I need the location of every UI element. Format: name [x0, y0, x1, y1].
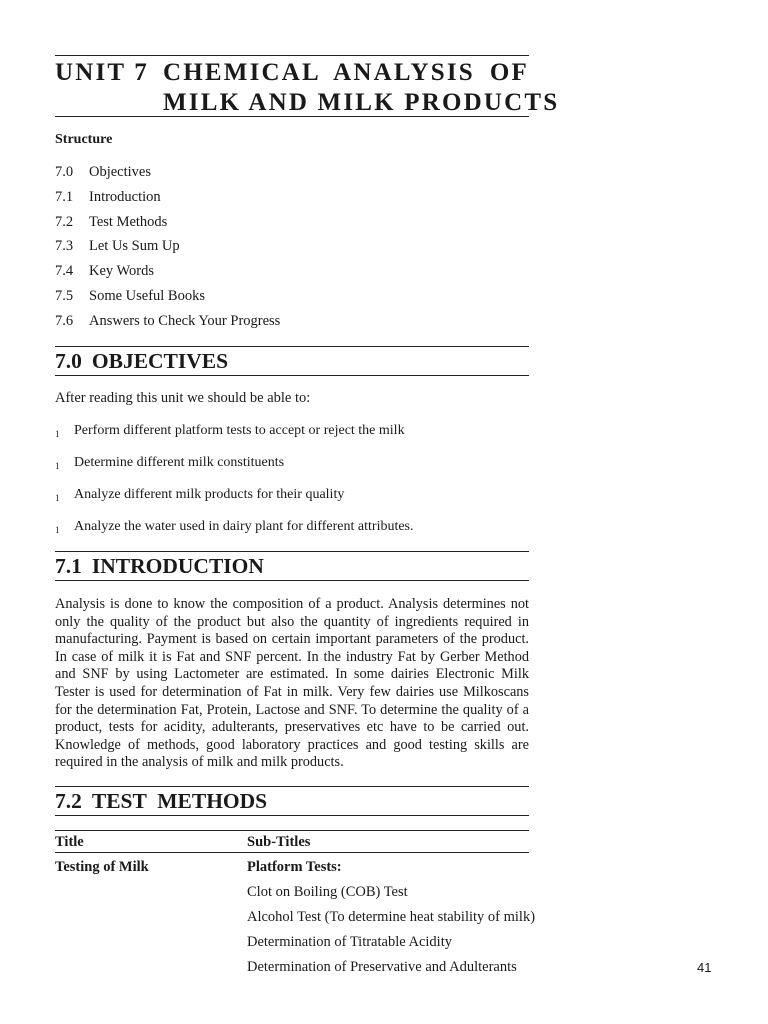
bullet-mark: 1 [55, 461, 60, 471]
toc-item-label: Introduction [89, 188, 161, 205]
structure-heading: Structure [55, 132, 113, 147]
toc-item-number: 7.4 [55, 263, 74, 280]
objectives-number: 7.0 [55, 349, 82, 373]
objective-bullet [55, 454, 284, 475]
table-header-title: Title [55, 834, 84, 850]
unit-title-main: CHEMICAL ANALYSIS OF [163, 59, 529, 86]
introduction-top-rule [55, 551, 529, 552]
top-rule [55, 55, 529, 56]
toc-item[interactable] [55, 237, 280, 262]
unit-title-line2: MILK AND MILK PRODUCTS [163, 89, 560, 116]
objective-bullet [55, 486, 344, 507]
introduction-title: INTRODUCTION [91, 554, 264, 578]
objective-text: Analyze the water used in dairy plant for different attributes. [74, 519, 414, 534]
objectives-intro: After reading this unit we should be able to: [55, 390, 311, 406]
structure-list [55, 163, 280, 337]
introduction-bottom-rule [55, 580, 529, 581]
test-methods-bottom-rule [55, 815, 529, 816]
toc-item-number: 7.3 [55, 238, 74, 255]
toc-item-number: 7.0 [55, 164, 74, 180]
test-methods-title: TEST METHODS [91, 789, 268, 813]
table-subtitle-item: Alcohol Test (To determine heat stability of milk) [247, 909, 536, 925]
introduction-body: Analysis is done to know the composition of a product. Analysis determines not only the quality of the product but also the quantity of ingredients required in manufacturing. Payment is based on certain important parameters of the product. In case of milk it is Fat and SNF percent. In the industry Fat by Gerber Method and SNF by using Lactometer are estimated. In some dairies Electronic Milk Tester is used for determination of Fat in milk. Very few dairies use Milkoscans for the determination Fat, Protein, Lactose and SNF. To determine the quality of a product, tests for acidity, adulterants, preservatives etc have to be carried out. Knowledge of methods, good laboratory practices and good testing skills are required in the analysis of milk and milk products. [55, 596, 529, 771]
table-row-title: Testing of Milk [55, 859, 149, 875]
toc-item-label: Some Useful Books [89, 287, 205, 304]
objective-text: Perform different platform tests to accept or reject the milk [74, 423, 405, 438]
toc-item-number: 7.5 [55, 287, 74, 304]
objectives-title: OBJECTIVES [91, 349, 229, 373]
toc-item-label: Key Words [89, 263, 155, 280]
test-methods-top-rule [55, 786, 529, 787]
objectives-heading [55, 348, 228, 374]
toc-item-label: Answers to Check Your Progress [89, 312, 281, 329]
table-header-rule [55, 852, 529, 853]
table-header-subtitles: Sub-Titles [247, 834, 311, 850]
test-methods-table [55, 831, 536, 981]
table-subtitle-item: Clot on Boiling (COB) Test [247, 884, 408, 900]
toc-item[interactable] [55, 312, 280, 337]
test-methods-heading [55, 788, 267, 814]
toc-item-label: Let Us Sum Up [89, 238, 180, 255]
objective-text: Determine different milk constituents [74, 455, 285, 470]
bullet-mark: 1 [55, 493, 60, 503]
objective-text: Analyze different milk products for their quality [74, 487, 345, 502]
introduction-heading [55, 553, 264, 579]
toc-item[interactable] [55, 163, 280, 188]
toc-item[interactable] [55, 262, 280, 287]
objective-bullet [55, 422, 405, 443]
toc-item[interactable] [55, 188, 280, 213]
introduction-number: 7.1 [55, 554, 82, 578]
table-subtitle-item: Determination of Preservative and Adulterants [247, 959, 517, 975]
unit-number: UNIT 7 [55, 59, 150, 86]
unit-title-line1 [55, 58, 529, 88]
toc-item-number: 7.6 [55, 312, 74, 329]
title-bottom-rule [55, 116, 529, 117]
toc-item-number: 7.1 [55, 188, 74, 205]
objective-bullet [55, 518, 414, 539]
objectives-bottom-rule [55, 375, 529, 376]
toc-item[interactable] [55, 287, 280, 312]
bullet-mark: 1 [55, 525, 60, 535]
page-number: 41 [697, 960, 712, 975]
bullet-mark: 1 [55, 429, 60, 439]
toc-item-label: Test Methods [89, 213, 168, 230]
table-subtitle-item: Determination of Titratable Acidity [247, 934, 452, 950]
objectives-top-rule [55, 346, 529, 347]
test-methods-number: 7.2 [55, 789, 82, 813]
toc-item-number: 7.2 [55, 213, 74, 230]
toc-item[interactable] [55, 213, 280, 238]
table-row-subtitle-heading: Platform Tests: [247, 859, 342, 875]
toc-item-label: Objectives [89, 164, 152, 180]
